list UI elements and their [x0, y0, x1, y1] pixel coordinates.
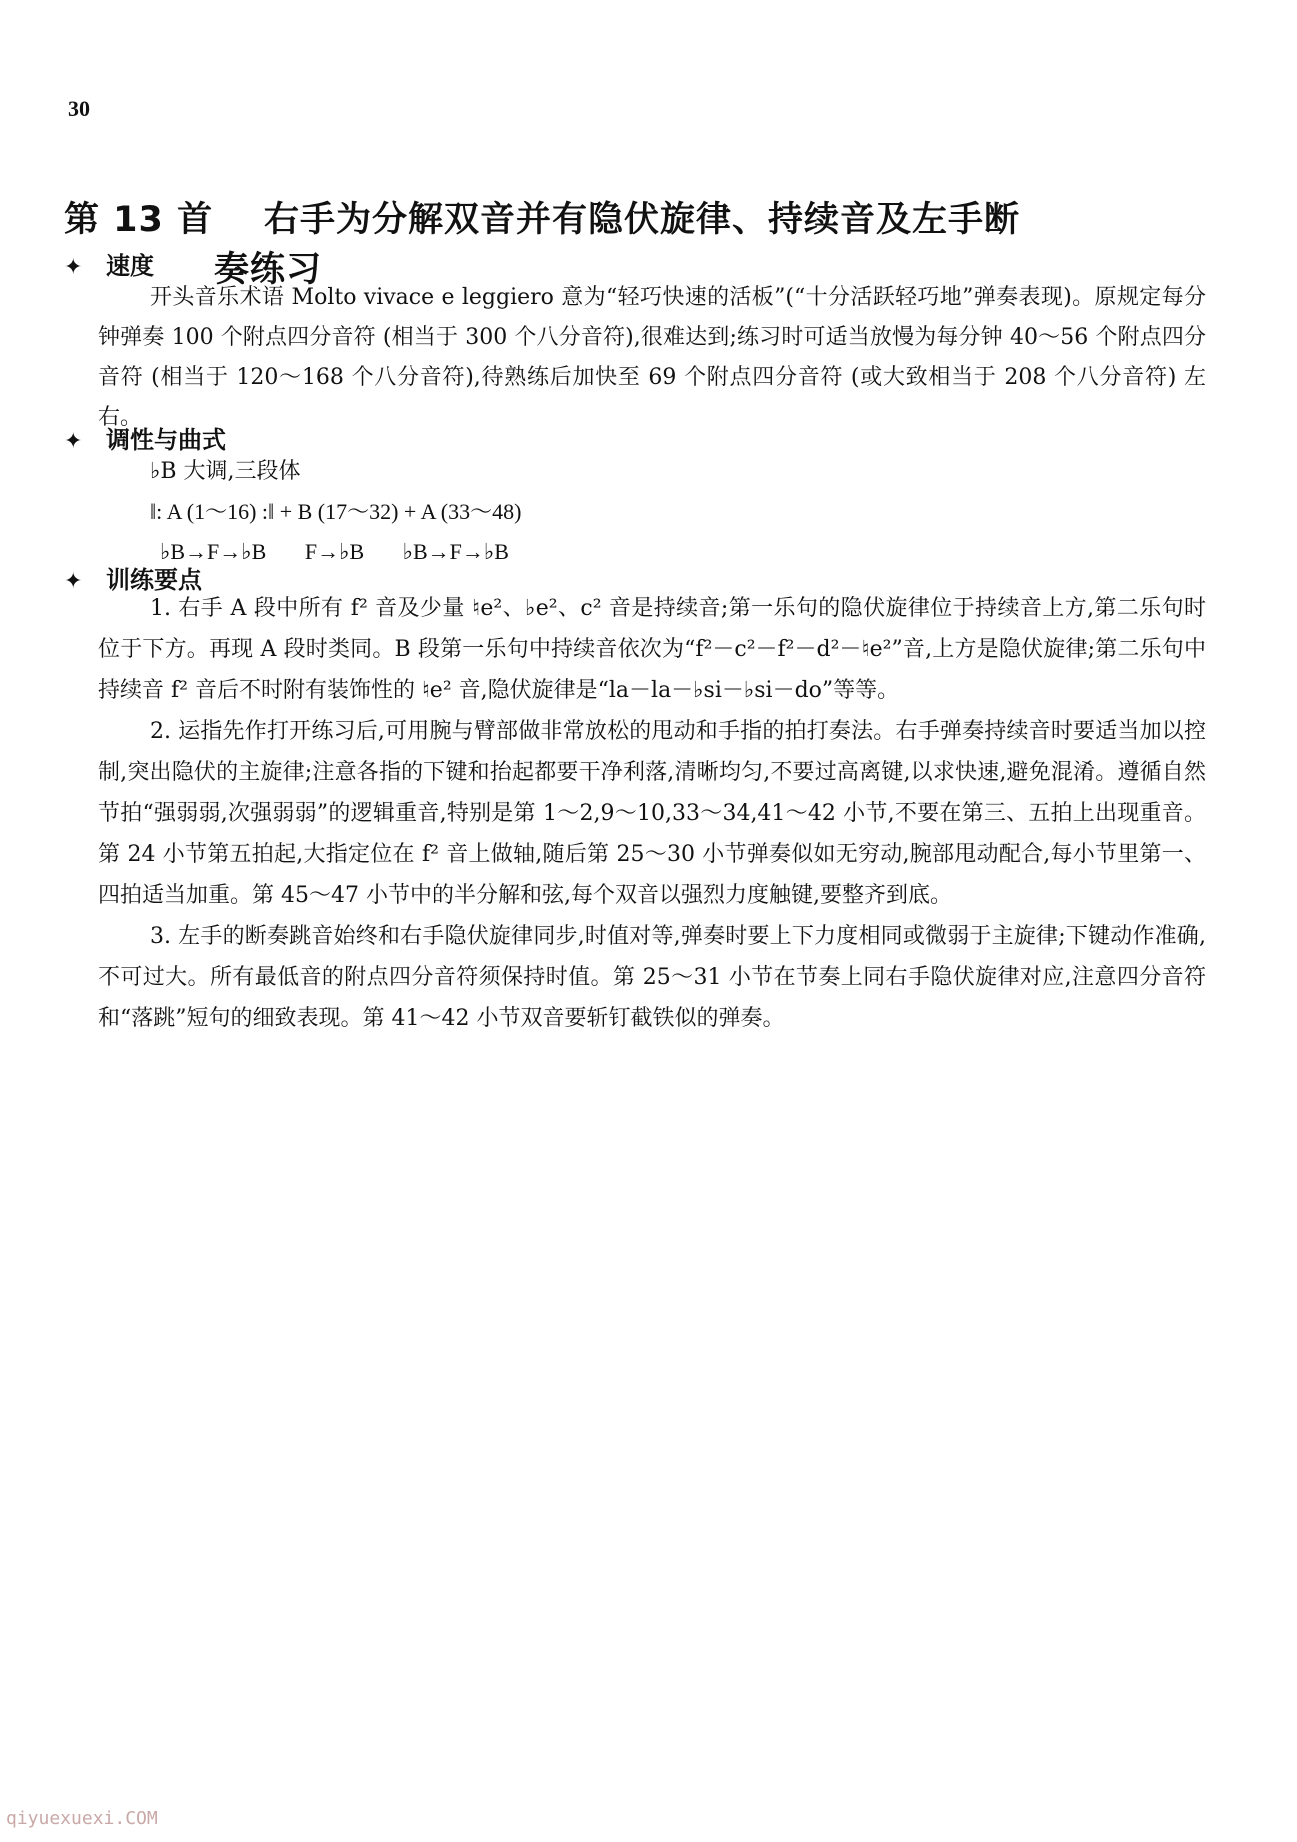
title-line2: 奏练习 — [214, 250, 323, 290]
tempo-paragraph — [98, 278, 1206, 438]
point-paragraph-2: 2. 运指先作打开练习后,可用腕与臂部做非常放松的甩动和手指的拍打奏法。右手弹奏持续音时要适当加以控制,突出隐伏的主旋律;注意各指的下键和抬起都要干净利落,清晰均匀,不要过高离键,以求快速,避免混淆。遵循自然节拍“强弱弱,次强弱弱”的逻辑重音,特别是第 1～2,9～10,33～34,41～42 小节,不要在第三、五拍上出现重音。第 24 小节第五拍起,大指定位在 f² 音上做轴,随后第 25～30 小节弹奏似如无穷动,腕部甩动配合,每小节里第一、四拍适当加重。第 45～47 小节中的半分解和弦,每个双音以强烈力度触键,要整齐到底。 — [98, 719, 1206, 908]
title-line1: 右手为分解双音并有隐伏旋律、持续音及左手断 — [264, 200, 1021, 240]
tonality-form-structure: ‖: A (1～16) :‖ + B (17～32) + A (33～48) — [150, 499, 522, 524]
tonality-modulation: ♭B→F→♭B F→♭B ♭B→F→♭B — [160, 539, 509, 564]
tempo-text: 开头音乐术语 Molto vivace e leggiero 意为“轻巧快速的活板”(“十分活跃轻巧地”弹奏表现)。原规定每分钟弹奏 100 个附点四分音符 (相当于 300 个八分音符),很难达到;练习时可适当放慢为每分钟 40～56 个附点四分音符 (相当于 120～168 个八分音符),待熟练后加快至 69 个附点四分音符 (或大致相当于 208 个八分音符) 左右。 — [98, 285, 1206, 430]
watermark: qiyuexuexi.COM — [6, 1808, 158, 1829]
section-heading-points-label: 训练要点 — [106, 566, 202, 594]
point-paragraph-3: 3. 左手的断奏跳音始终和右手隐伏旋律同步,时值对等,弹奏时要上下力度相同或微弱于主旋律;下键动作准确,不可过大。所有最低音的附点四分音符须保持时值。第 25～31 小节在节奏上同右手隐伏旋律对应,注意四分音符和“落跳”短句的细致表现。第 41～42 小节双音要斩钉截铁似的弹奏。 — [98, 924, 1206, 1031]
four-point-star-icon: ✦ — [64, 569, 83, 594]
tonality-key-form: ♭B 大调,三段体 — [150, 459, 301, 484]
section-heading-tonality — [64, 420, 226, 455]
section-heading-tempo-label: 速度 — [106, 252, 154, 280]
point-paragraph-1: 1. 右手 A 段中所有 f² 音及少量 ♮e²、♭e²、c² 音是持续音;第一乐句的隐伏旋律位于持续音上方,第二乐句时位于下方。再现 A 段时类同。B 段第一乐句中持续音依次为“f²－c²－f²－d²－♮e²”音,上方是隐伏旋律;第二乐句中持续音 f² 音后不时附有装饰性的 ♮e² 音,隐伏旋律是“la－la－♭si－♭si－do”等等。 — [98, 596, 1206, 703]
title-number: 第 13 首 — [64, 200, 214, 240]
four-point-star-icon: ✦ — [64, 255, 83, 280]
section-heading-tonality-label: 调性与曲式 — [106, 426, 226, 454]
four-point-star-icon: ✦ — [64, 429, 83, 454]
section-heading-tempo — [64, 246, 154, 281]
page-number: 30 — [68, 96, 90, 121]
training-points — [98, 588, 1206, 1039]
tonality-block — [150, 452, 521, 572]
